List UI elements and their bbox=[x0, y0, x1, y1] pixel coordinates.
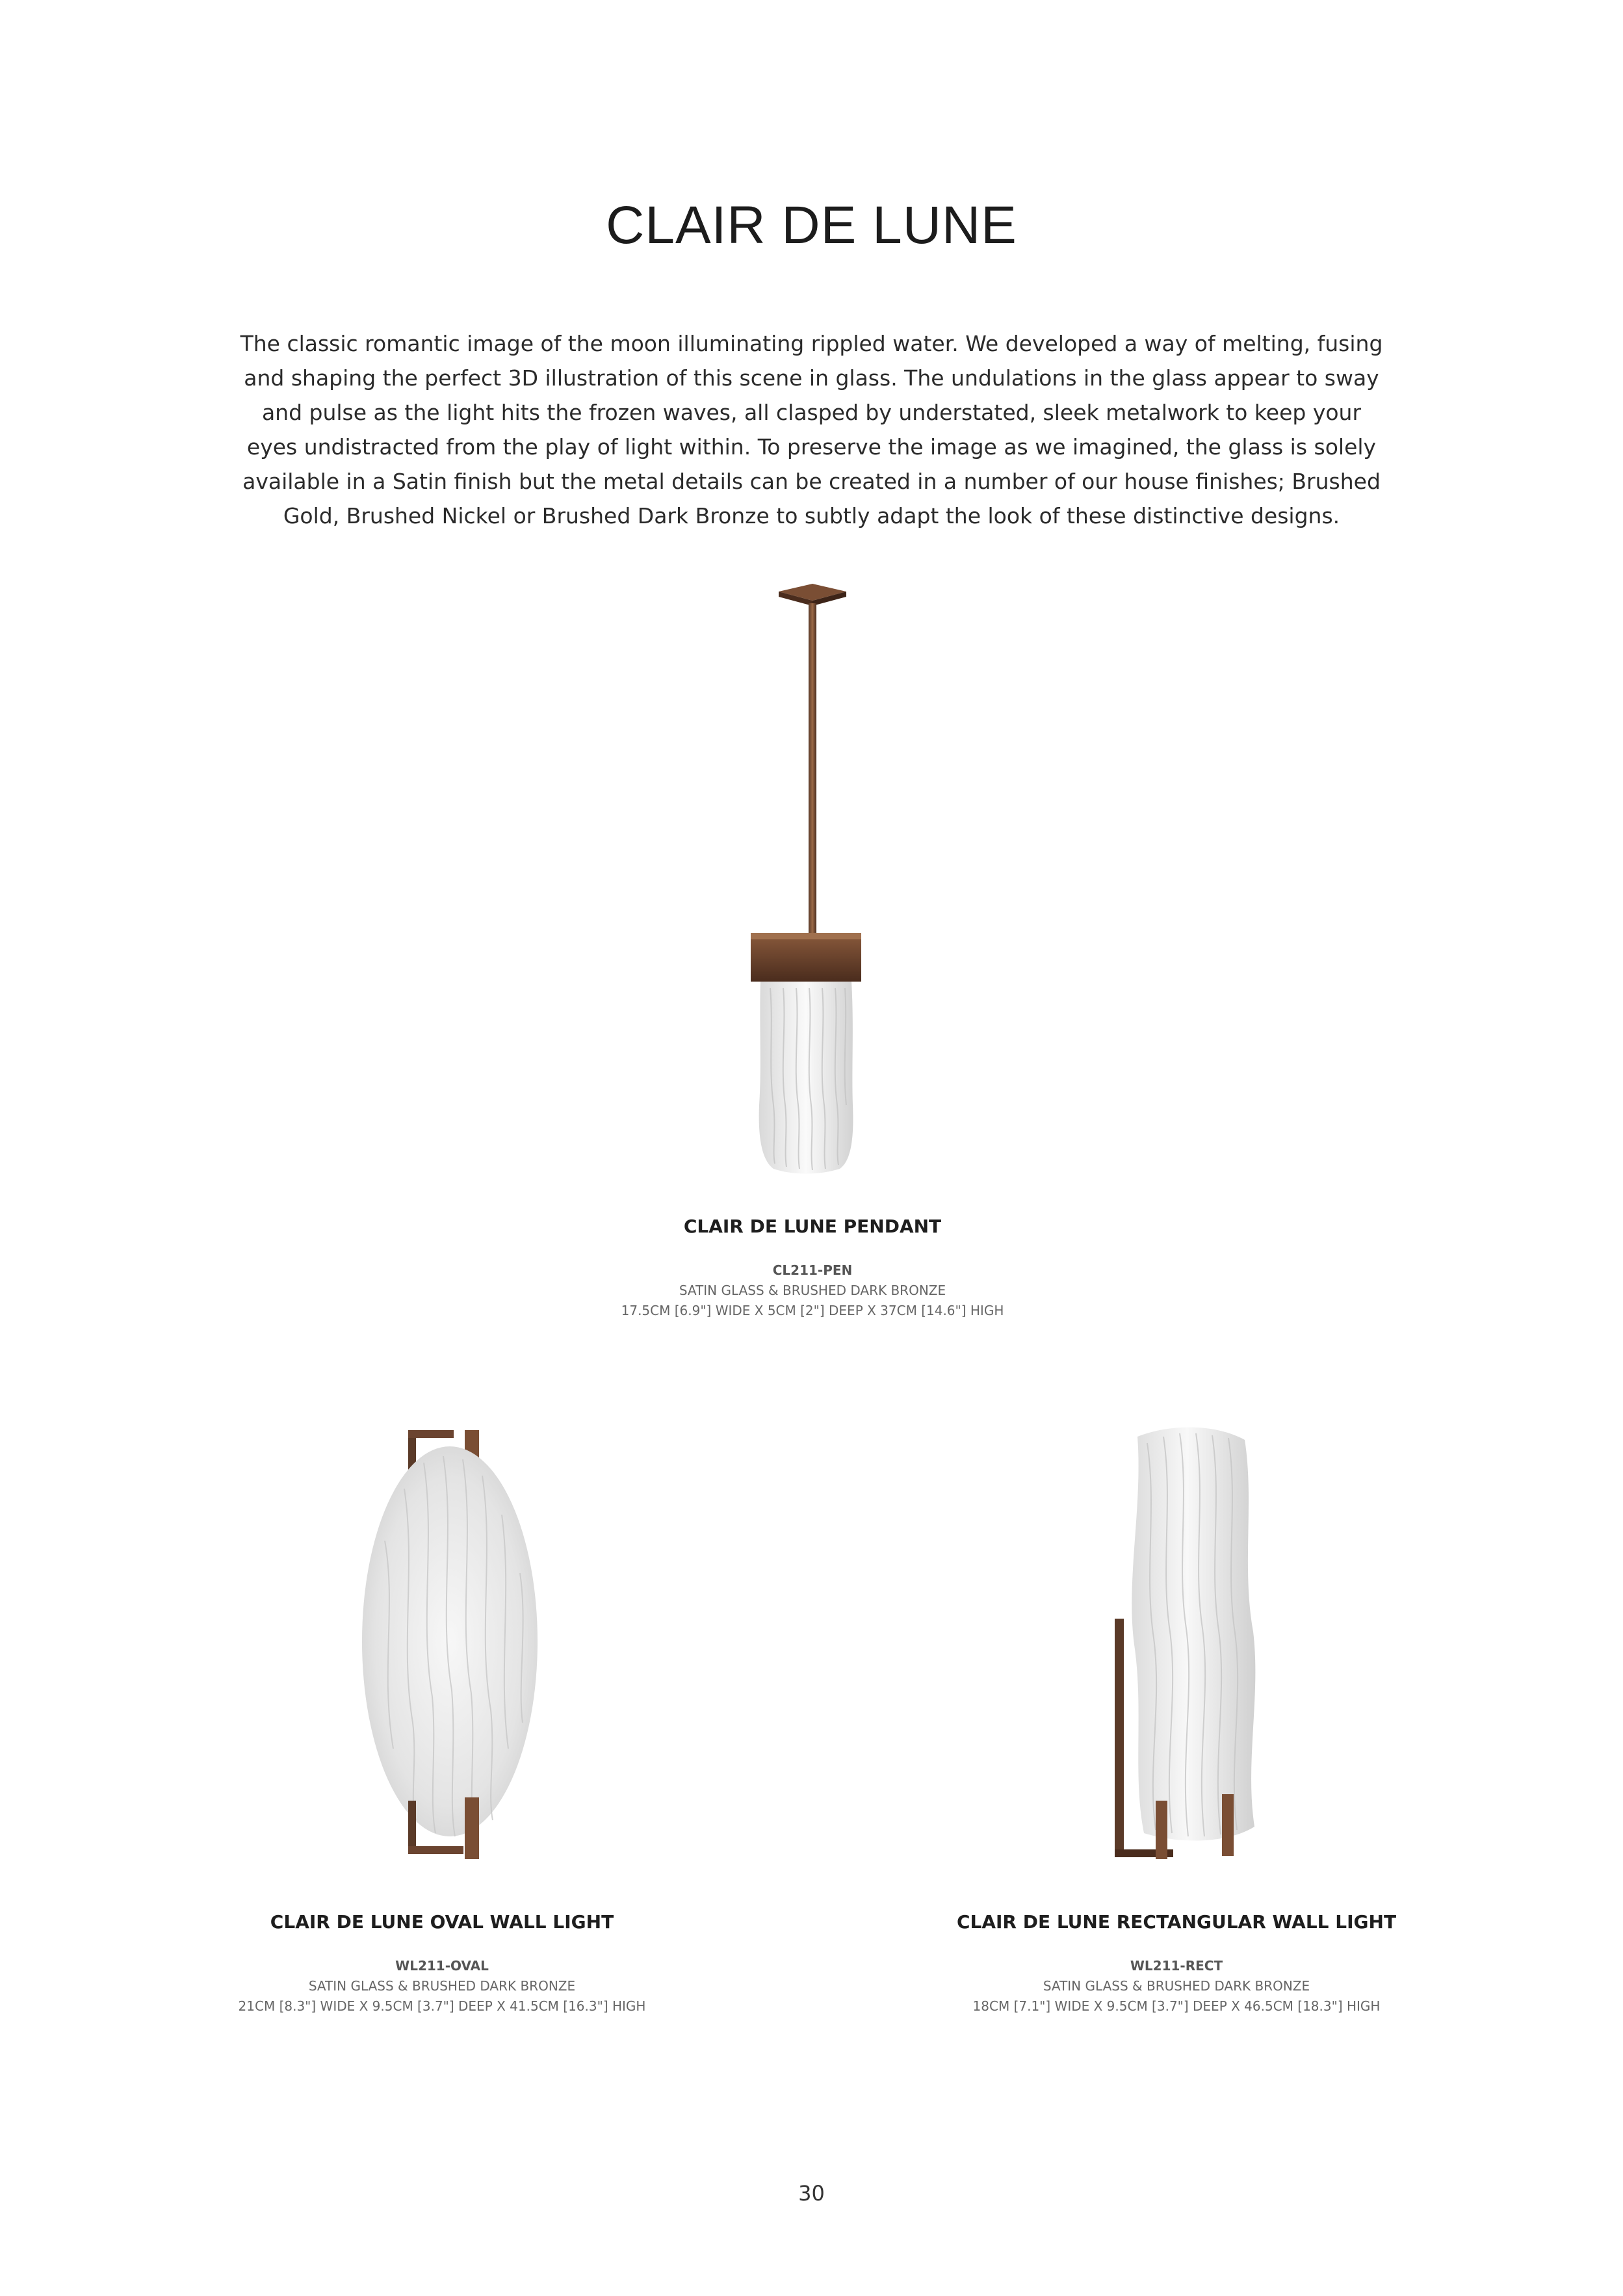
intro-paragraph: The classic romantic image of the moon illuminating rippled water. We developed a way of melting, fusing and shaping the perfect 3D illustration of this scene in glass. The undulations in the glass appear to sway and pulse as the light hits the frozen waves, all clasped by understated, sleek metalwork to keep your eyes undistracted from the play of light within. To preserve the image as we imagined, the glass is solely available in a Satin finish but the metal details can be created in a number of our house finishes; Brushed Gold, Brushed Nickel or Brushed Dark Bronze to subtly adapt the look of these distinctive designs. bbox=[240, 331, 1383, 528]
product-oval-wall-light bbox=[214, 1411, 669, 2035]
oval-wall-light-code: WL211-OVAL bbox=[395, 1958, 489, 1974]
pendant-dimensions: 17.5CM [6.9"] WIDE X 5CM [2"] DEEP X 37CM [14.6"] HIGH bbox=[621, 1303, 1004, 1318]
product-pendant bbox=[585, 572, 1040, 1326]
pendant-light-image bbox=[585, 572, 1040, 1190]
oval-wall-light-finish: SATIN GLASS & BRUSHED DARK BRONZE bbox=[308, 1978, 576, 1994]
page-number: 30 bbox=[798, 2181, 825, 2206]
oval-wall-light-dimensions: 21CM [8.3"] WIDE X 9.5CM [3.7"] DEEP X 41.5CM [16.3"] HIGH bbox=[238, 1998, 646, 2014]
rect-wall-light-name: CLAIR DE LUNE RECTANGULAR WALL LIGHT bbox=[956, 1911, 1397, 1933]
rect-wall-light-image bbox=[949, 1411, 1404, 1892]
page-title: CLAIR DE LUNE bbox=[606, 196, 1017, 255]
pendant-name: CLAIR DE LUNE PENDANT bbox=[683, 1216, 942, 1237]
rect-wall-light-dimensions: 18CM [7.1"] WIDE X 9.5CM [3.7"] DEEP X 46.5CM [18.3"] HIGH bbox=[972, 1998, 1381, 2014]
oval-wall-light-name: CLAIR DE LUNE OVAL WALL LIGHT bbox=[270, 1911, 614, 1933]
pendant-code: CL211-PEN bbox=[772, 1262, 853, 1278]
rect-wall-light-finish: SATIN GLASS & BRUSHED DARK BRONZE bbox=[1043, 1978, 1310, 1994]
rect-wall-light-code: WL211-RECT bbox=[1130, 1958, 1223, 1974]
oval-wall-light-image bbox=[214, 1411, 669, 1892]
pendant-finish: SATIN GLASS & BRUSHED DARK BRONZE bbox=[679, 1283, 946, 1298]
product-rect-wall-light bbox=[949, 1411, 1404, 2035]
